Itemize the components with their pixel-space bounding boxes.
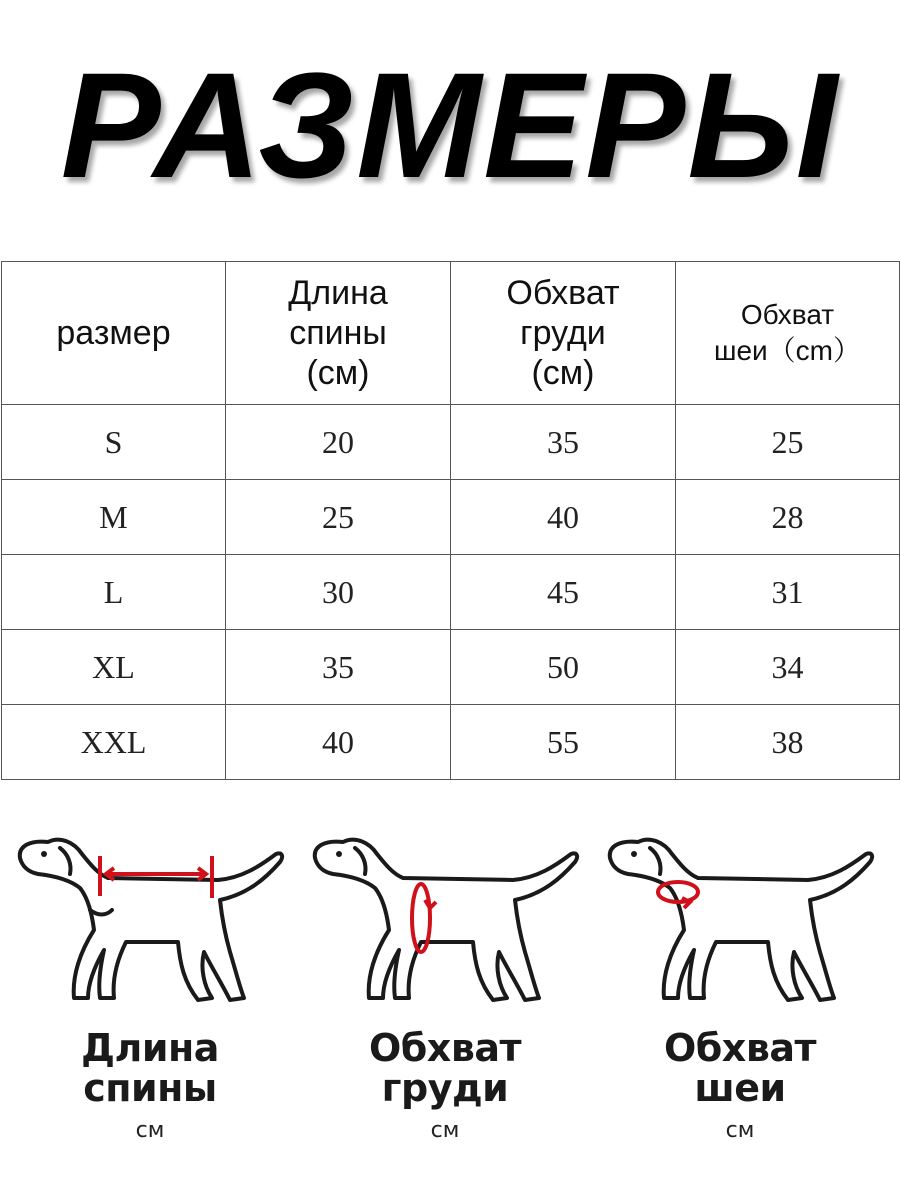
- table-header-row: [2, 262, 900, 405]
- table-row: [2, 705, 900, 780]
- table-row: [2, 480, 900, 555]
- measure-unit: см: [135, 1118, 165, 1143]
- header-line: (см): [531, 354, 595, 392]
- measure-label-line: спины: [83, 1066, 217, 1110]
- table-row: [2, 405, 900, 480]
- header-line: шеи（cm）: [713, 335, 861, 366]
- measure-neck-girth: [590, 818, 890, 1188]
- header-line: Обхват: [740, 299, 835, 330]
- table-cell: 20: [226, 405, 451, 480]
- measure-back-length: [0, 818, 300, 1188]
- measure-label: [0, 1028, 300, 1108]
- table-cell: XXL: [2, 705, 226, 780]
- table-cell: 55: [451, 705, 676, 780]
- size-table: [1, 261, 900, 780]
- dog-neck-girth-icon: [598, 818, 882, 1018]
- table-cell: 31: [676, 555, 900, 630]
- measure-label-line: Обхват: [368, 1026, 522, 1070]
- measure-chest-girth: [295, 818, 595, 1188]
- table-cell: 45: [451, 555, 676, 630]
- table-cell: L: [2, 555, 226, 630]
- table-cell: 40: [226, 705, 451, 780]
- table-cell: XL: [2, 630, 226, 705]
- table-cell: 28: [676, 480, 900, 555]
- header-back-length: [226, 262, 451, 405]
- header-line: Обхват: [506, 274, 620, 312]
- table-cell: 35: [226, 630, 451, 705]
- header-line: (см): [306, 354, 370, 392]
- table-cell: M: [2, 480, 226, 555]
- header-neck-girth: [676, 262, 900, 405]
- measure-unit: см: [725, 1118, 755, 1143]
- header-line: спины: [289, 314, 387, 352]
- table-cell: 50: [451, 630, 676, 705]
- measure-label-line: шеи: [694, 1066, 786, 1110]
- measure-unit: см: [430, 1118, 460, 1143]
- header-size: [2, 262, 226, 405]
- measure-label-line: Длина: [81, 1026, 219, 1070]
- measure-label-line: груди: [381, 1066, 509, 1110]
- header-line: груди: [520, 314, 606, 352]
- table-cell: 34: [676, 630, 900, 705]
- table-cell: 30: [226, 555, 451, 630]
- table-cell: 40: [451, 480, 676, 555]
- header-line: Длина: [288, 274, 388, 312]
- dog-back-length-icon: [8, 818, 292, 1018]
- dog-chest-girth-icon: [303, 818, 587, 1018]
- header-chest-girth: [451, 262, 676, 405]
- table-cell: 38: [676, 705, 900, 780]
- table-row: [2, 555, 900, 630]
- header-size-label: размер: [56, 314, 171, 352]
- table-cell: S: [2, 405, 226, 480]
- table-cell: 25: [226, 480, 451, 555]
- table-row: [2, 630, 900, 705]
- table-cell: 25: [676, 405, 900, 480]
- measure-label: [590, 1028, 890, 1108]
- page-title: РАЗМЕРЫ: [60, 41, 840, 209]
- measure-label: [295, 1028, 595, 1108]
- table-cell: 35: [451, 405, 676, 480]
- measure-label-line: Обхват: [663, 1026, 817, 1070]
